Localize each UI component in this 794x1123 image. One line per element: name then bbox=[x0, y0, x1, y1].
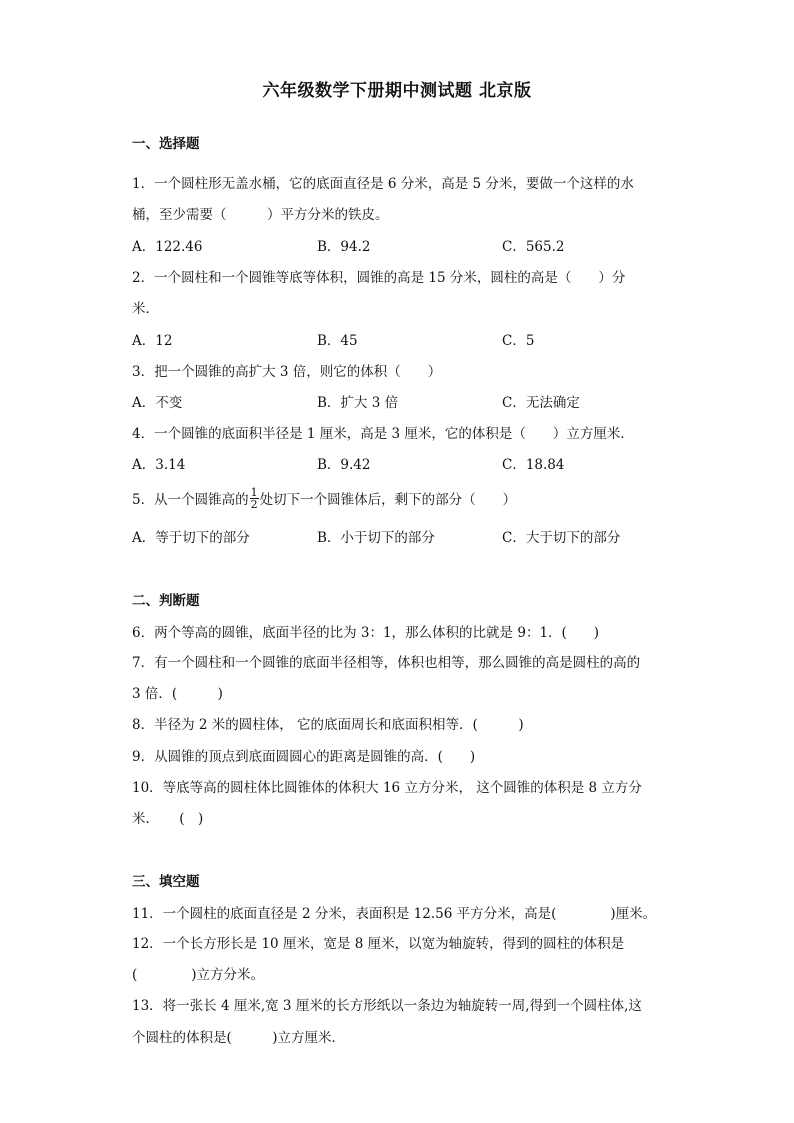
fraction-denominator: 2 bbox=[250, 498, 258, 511]
question-11: 11．一个圆柱的底面直径是 2 分米，表面积是 12.56 平方分米，高是( )厘米。 bbox=[132, 906, 657, 922]
question-5-option-b: B．小于切下的部分 bbox=[317, 530, 435, 546]
question-8: 8．半径为 2 米的圆柱体， 它的底面周长和底面积相等．( ) bbox=[132, 717, 524, 733]
question-3-option-a: A．不变 bbox=[132, 395, 183, 411]
question-3-option-c: C．无法确定 bbox=[502, 395, 580, 411]
question-2-option-b: B．45 bbox=[317, 333, 358, 349]
question-5-prefix: 5．从一个圆锥高的 bbox=[132, 492, 249, 508]
question-12-line-1: 12．一个长方形长是 10 厘米，宽是 8 厘米，以宽为轴旋转，得到的圆柱的体积是 bbox=[132, 936, 625, 952]
section-heading-fill: 三、填空题 bbox=[132, 874, 200, 890]
question-4-option-a: A．3.14 bbox=[132, 457, 186, 473]
question-1-option-c: C．565.2 bbox=[502, 239, 565, 255]
question-3-option-b: B．扩大 3 倍 bbox=[317, 395, 399, 411]
question-2-line-2: 米． bbox=[132, 301, 159, 317]
section-heading-choice: 一、选择题 bbox=[132, 136, 200, 152]
section-heading-judge: 二、判断题 bbox=[132, 593, 200, 609]
question-1-option-b: B．94.2 bbox=[317, 239, 371, 255]
question-2-option-c: C．5 bbox=[502, 333, 535, 349]
question-7-line-2: 3 倍．( ) bbox=[132, 686, 223, 702]
question-7-line-1: 7．有一个圆柱和一个圆锥的底面半径相等，体积也相等，那么圆锥的高是圆柱的高的 bbox=[132, 655, 641, 671]
question-9: 9．从圆锥的顶点到底面圆圆心的距离是圆锥的高．( ) bbox=[132, 749, 476, 765]
question-10-line-1: 10．等底等高的圆柱体比圆锥体的体积大 16 立方分米， 这个圆锥的体积是 8 立方分 bbox=[132, 780, 642, 796]
question-1-line-2: 桶，至少需要（ ）平方分米的铁皮。 bbox=[132, 207, 389, 223]
question-5-line-1 bbox=[132, 488, 516, 512]
question-5-option-c: C．大于切下的部分 bbox=[502, 530, 621, 546]
question-2-line-1: 2．一个圆柱和一个圆锥等底等体积，圆锥的高是 15 分米，圆柱的高是（ ）分 bbox=[132, 270, 626, 286]
page-title: 六年级数学下册期中测试题 北京版 bbox=[262, 81, 532, 101]
fraction-numerator: 1 bbox=[250, 486, 258, 499]
question-1-line-1: 1．一个圆柱形无盖水桶，它的底面直径是 6 分米，高是 5 分米，要做一个这样的水 bbox=[132, 176, 634, 192]
question-4-line-1: 4．一个圆锥的底面积半径是 1 厘米，高是 3 厘米，它的体积是（ ）立方厘米． bbox=[132, 426, 634, 442]
question-5-suffix: 处切下一个圆锥体后，剩下的部分（ ） bbox=[259, 492, 517, 508]
question-13-line-1: 13．将一张长 4 厘米,宽 3 厘米的长方形纸以一条边为轴旋转一周,得到一个圆柱体,这 bbox=[132, 998, 642, 1014]
question-13-line-2: 个圆柱的体积是( )立方厘米． bbox=[132, 1030, 346, 1046]
question-5-option-a: A．等于切下的部分 bbox=[132, 530, 250, 546]
question-2-option-a: A．12 bbox=[132, 333, 173, 349]
question-4-option-b: B．9.42 bbox=[317, 457, 371, 473]
question-1-option-a: A．122.46 bbox=[132, 239, 203, 255]
question-10-line-2: 米． ( ) bbox=[132, 811, 204, 827]
question-3-line-1: 3．把一个圆锥的高扩大 3 倍，则它的体积（ ） bbox=[132, 364, 442, 380]
question-4-option-c: C．18.84 bbox=[502, 457, 565, 473]
fraction-one-half bbox=[250, 487, 259, 510]
question-12-line-2: ( )立方分米。 bbox=[132, 967, 265, 983]
question-6: 6．两个等高的圆锥，底面半径的比为 3：1，那么体积的比就是 9：1．( ) bbox=[132, 625, 600, 641]
